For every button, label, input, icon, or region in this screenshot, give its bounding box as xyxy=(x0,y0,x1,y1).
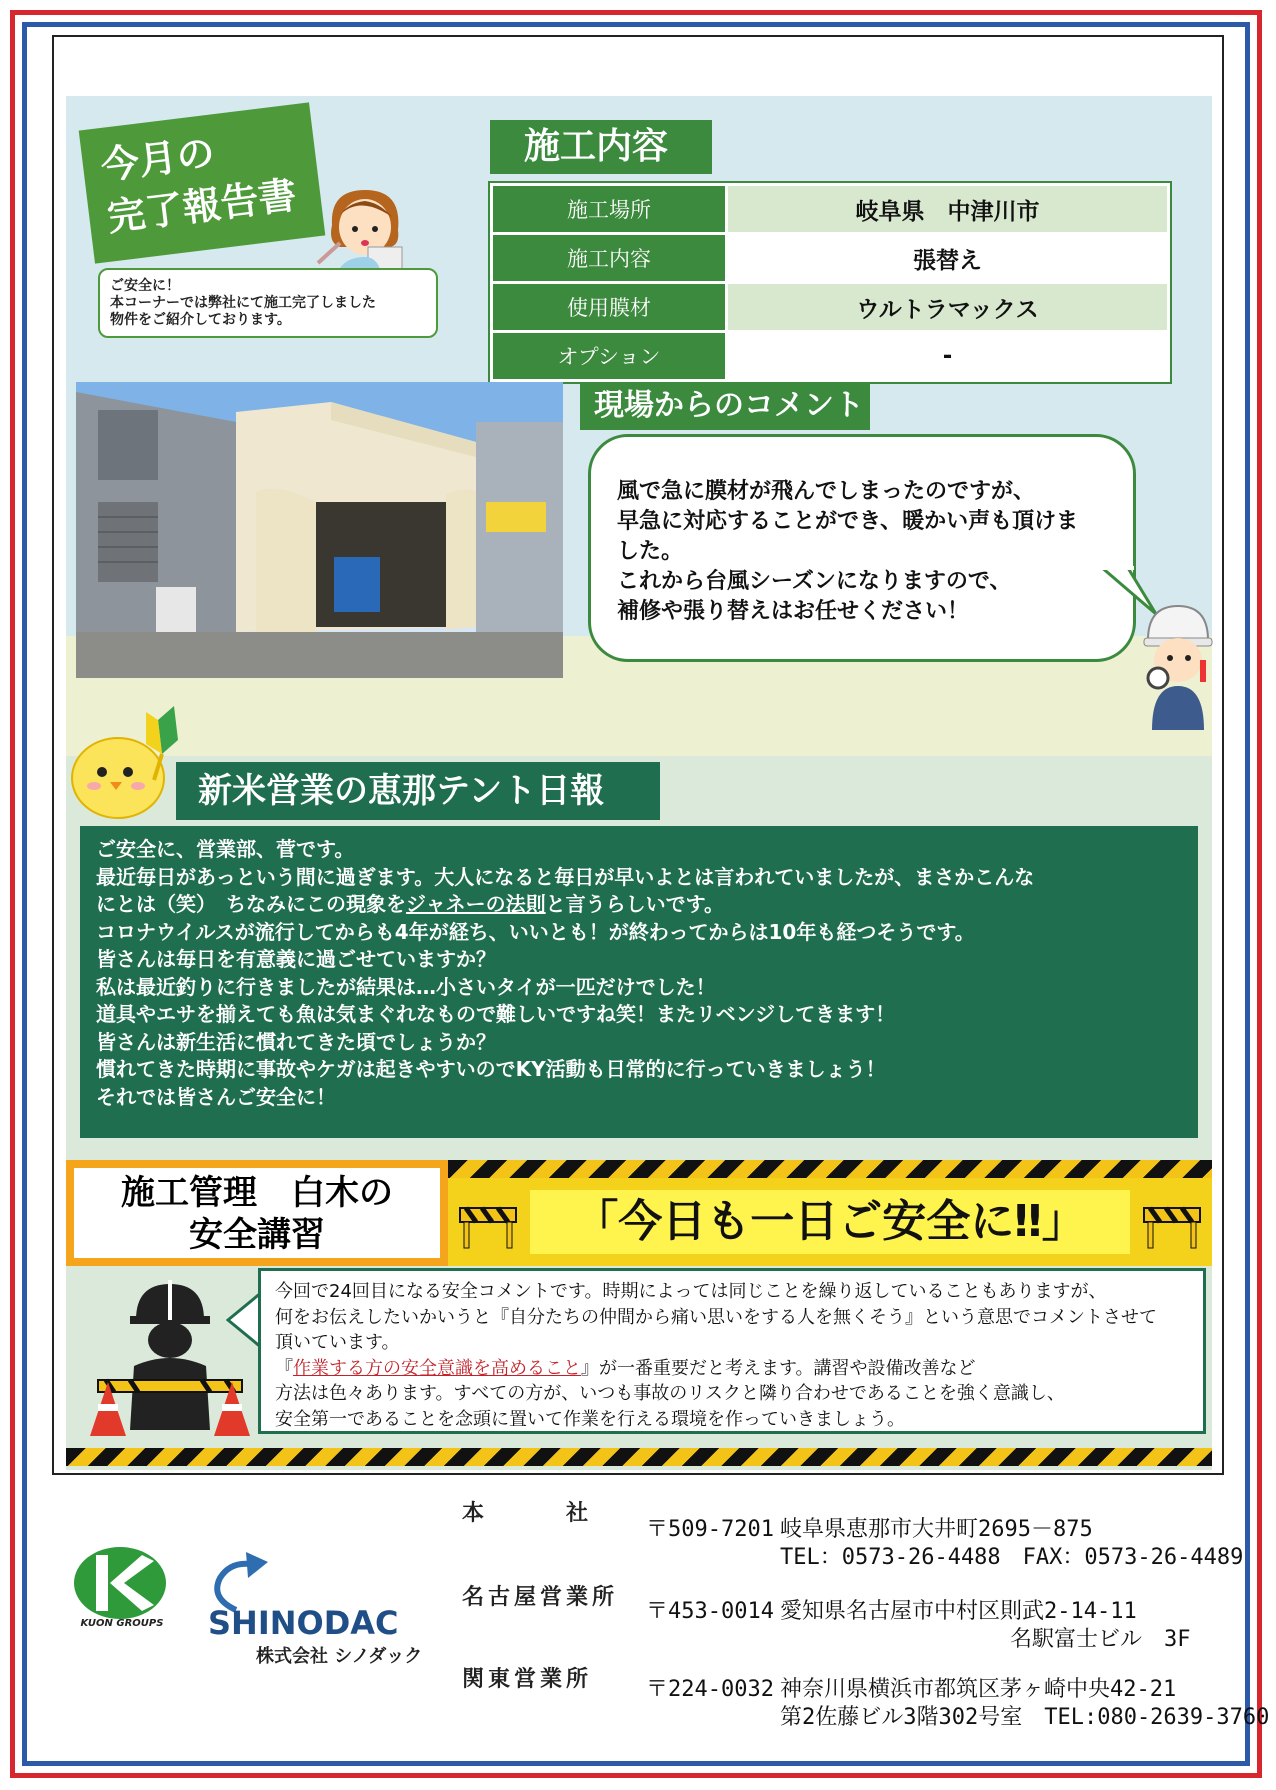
lecture-highlight: 作業する方の安全意識を高めること xyxy=(293,1357,581,1379)
clipboard-woman-icon xyxy=(310,185,420,280)
chick-mascot-icon xyxy=(66,700,186,820)
lecture-text: 『 xyxy=(275,1357,293,1379)
diary-line xyxy=(96,891,1182,919)
row-value: - xyxy=(727,332,1169,381)
row-value: 岐阜県 中津川市 xyxy=(727,185,1169,234)
office-zip: 〒453-0014 xyxy=(646,1599,774,1624)
office-name-head: 本 社 xyxy=(462,1501,593,1526)
tag-line-2: 安全講習 xyxy=(189,1215,325,1255)
office-address: 神奈川県横浜市都筑区茅ヶ崎中央42-21 xyxy=(780,1677,1177,1702)
row-label: 使用膜材 xyxy=(492,283,727,332)
intro-box xyxy=(98,268,438,338)
site-comment-bubble xyxy=(588,434,1136,662)
janet-law-link: ジャネーの法則 xyxy=(406,892,546,916)
diary-line: それでは皆さんご安全に！ xyxy=(96,1084,336,1109)
hazard-stripe-bottom xyxy=(66,1448,1212,1466)
office-building: 名駅富士ビル 3F xyxy=(1010,1627,1191,1652)
tent-photo xyxy=(76,382,563,678)
diary-text: と言うらしいです。 xyxy=(545,892,725,916)
intro-line-3: 物件をご紹介しております。 xyxy=(110,312,291,328)
office-address: 岐阜県恵那市大井町2695－875 xyxy=(780,1517,1093,1542)
row-value: 張替え xyxy=(727,234,1169,283)
diary-line: 慣れてきた時期に事故やケガは起きやすいのでKY活動も日常的に行っていきましょう！ xyxy=(96,1057,886,1081)
office-phone: TEL：0573-26-4488 FAX：0573-26-4489 xyxy=(780,1545,1244,1570)
office-name-kanto: 関東営業所 xyxy=(462,1667,593,1692)
comment-line: 風で急に膜材が飛んでしまったのですが、 xyxy=(617,479,1036,504)
intro-line-2: 本コーナーでは弊社にて施工完了しました xyxy=(110,295,376,311)
site-comment-header: 現場からのコメント xyxy=(580,382,870,430)
diary-line: コロナウイルスが流行してからも4年が経ち、いいとも！が終わってからは10年も経つそうです。 xyxy=(96,919,975,944)
comment-line: した。 xyxy=(617,539,684,564)
intro-line-1: ご安全に！ xyxy=(110,278,180,294)
tag-line-1: 施工管理 白木の xyxy=(121,1173,393,1213)
lecture-line: 頂いています。 xyxy=(275,1332,400,1353)
office-address: 愛知県名古屋市中村区則武2-14-11 xyxy=(780,1599,1137,1624)
row-label: 施工場所 xyxy=(492,185,727,234)
comment-line: 補修や張り替えはお任せください！ xyxy=(617,599,970,624)
lecture-line: 安全第一であることを念頭に置いて作業を行える環境を作っていきましょう。 xyxy=(275,1408,905,1430)
table-row xyxy=(492,234,1169,283)
office-zip: 〒224-0032 xyxy=(646,1677,774,1702)
lecture-line: 今回で24回目になる安全コメントです。時期によっては同じことを繰り返していることもありますが、 xyxy=(275,1281,1107,1302)
office-building-phone: 第2佐藤ビル3階302号室 TEL:080-2639-3760 xyxy=(780,1705,1270,1730)
diary-text: にとは（笑） ちなみにこの現象を xyxy=(96,892,406,916)
company-name-en: SHINODAC xyxy=(208,1604,399,1642)
lecture-line: 何をお伝えしたいかいうと『自分たちの仲間から痛い思いをする人を無くそう』という意思でコメントさせて xyxy=(275,1306,1157,1328)
safety-lecture-tag xyxy=(66,1160,448,1266)
work-info-table xyxy=(490,183,1170,382)
diary-line: 皆さんは新生活に慣れてきた頃でしょうか？ xyxy=(96,1029,496,1054)
lecture-line: 方法は色々あります。すべての方が、いつも事故のリスクと隣り合わせであることを強く意識し、 xyxy=(275,1383,1065,1404)
work-content-header: 施工内容 xyxy=(490,120,712,174)
office-name-nagoya: 名古屋営業所 xyxy=(462,1585,619,1610)
safety-slogan: 「今日も一日ご安全に‼」 xyxy=(530,1190,1130,1254)
comment-line: 早急に対応することができ、暖かい声も頂けま xyxy=(617,509,1079,534)
office-zip: 〒509-7201 xyxy=(646,1517,774,1542)
title-line-1: 今月の xyxy=(98,130,218,188)
road-barrier-icon xyxy=(456,1200,520,1250)
diary-line: 道具やエサを揃えても魚は気まぐれなもので難しいですね笑！またリベンジしてきます！ xyxy=(96,1002,896,1026)
table-row xyxy=(492,283,1169,332)
row-label: オプション xyxy=(492,332,727,381)
title-line-2: 完了報告書 xyxy=(104,172,299,240)
diary-header: 新米営業の恵那テント日報 xyxy=(176,762,660,820)
helmet-inspector-icon xyxy=(1138,600,1218,730)
monthly-report-title xyxy=(79,102,326,263)
diary-body xyxy=(80,826,1198,1138)
safety-lecture-tag-inner xyxy=(74,1168,440,1258)
comment-line: これから台風シーズンになりますので、 xyxy=(617,569,1012,594)
diary-line: 私は最近釣りに行きましたが結果は…小さいタイが一匹だけでした！ xyxy=(96,974,716,999)
row-value: ウルトラマックス xyxy=(727,283,1169,332)
company-name-jp: 株式会社 シノダック xyxy=(256,1646,423,1667)
kuon-groups-label: KUON GROUPS xyxy=(80,1618,164,1629)
diary-line: ご安全に、営業部、菅です。 xyxy=(96,837,355,861)
row-label: 施工内容 xyxy=(492,234,727,283)
table-row xyxy=(492,332,1169,381)
safety-lecture-body xyxy=(258,1268,1206,1434)
diary-line: 最近毎日があっという間に過ぎます。大人になると毎日が早いよとは言われていましたが、まさかこんな xyxy=(96,864,1035,889)
lecture-text: 』が一番重要だと考えます。講習や設備改善など xyxy=(581,1357,976,1379)
road-barrier-icon xyxy=(1140,1200,1204,1250)
hazard-stripe-top xyxy=(448,1160,1212,1178)
diary-line: 皆さんは毎日を有意義に過ごせていますか？ xyxy=(96,947,496,971)
lecture-line xyxy=(275,1356,1189,1382)
table-row xyxy=(492,185,1169,234)
